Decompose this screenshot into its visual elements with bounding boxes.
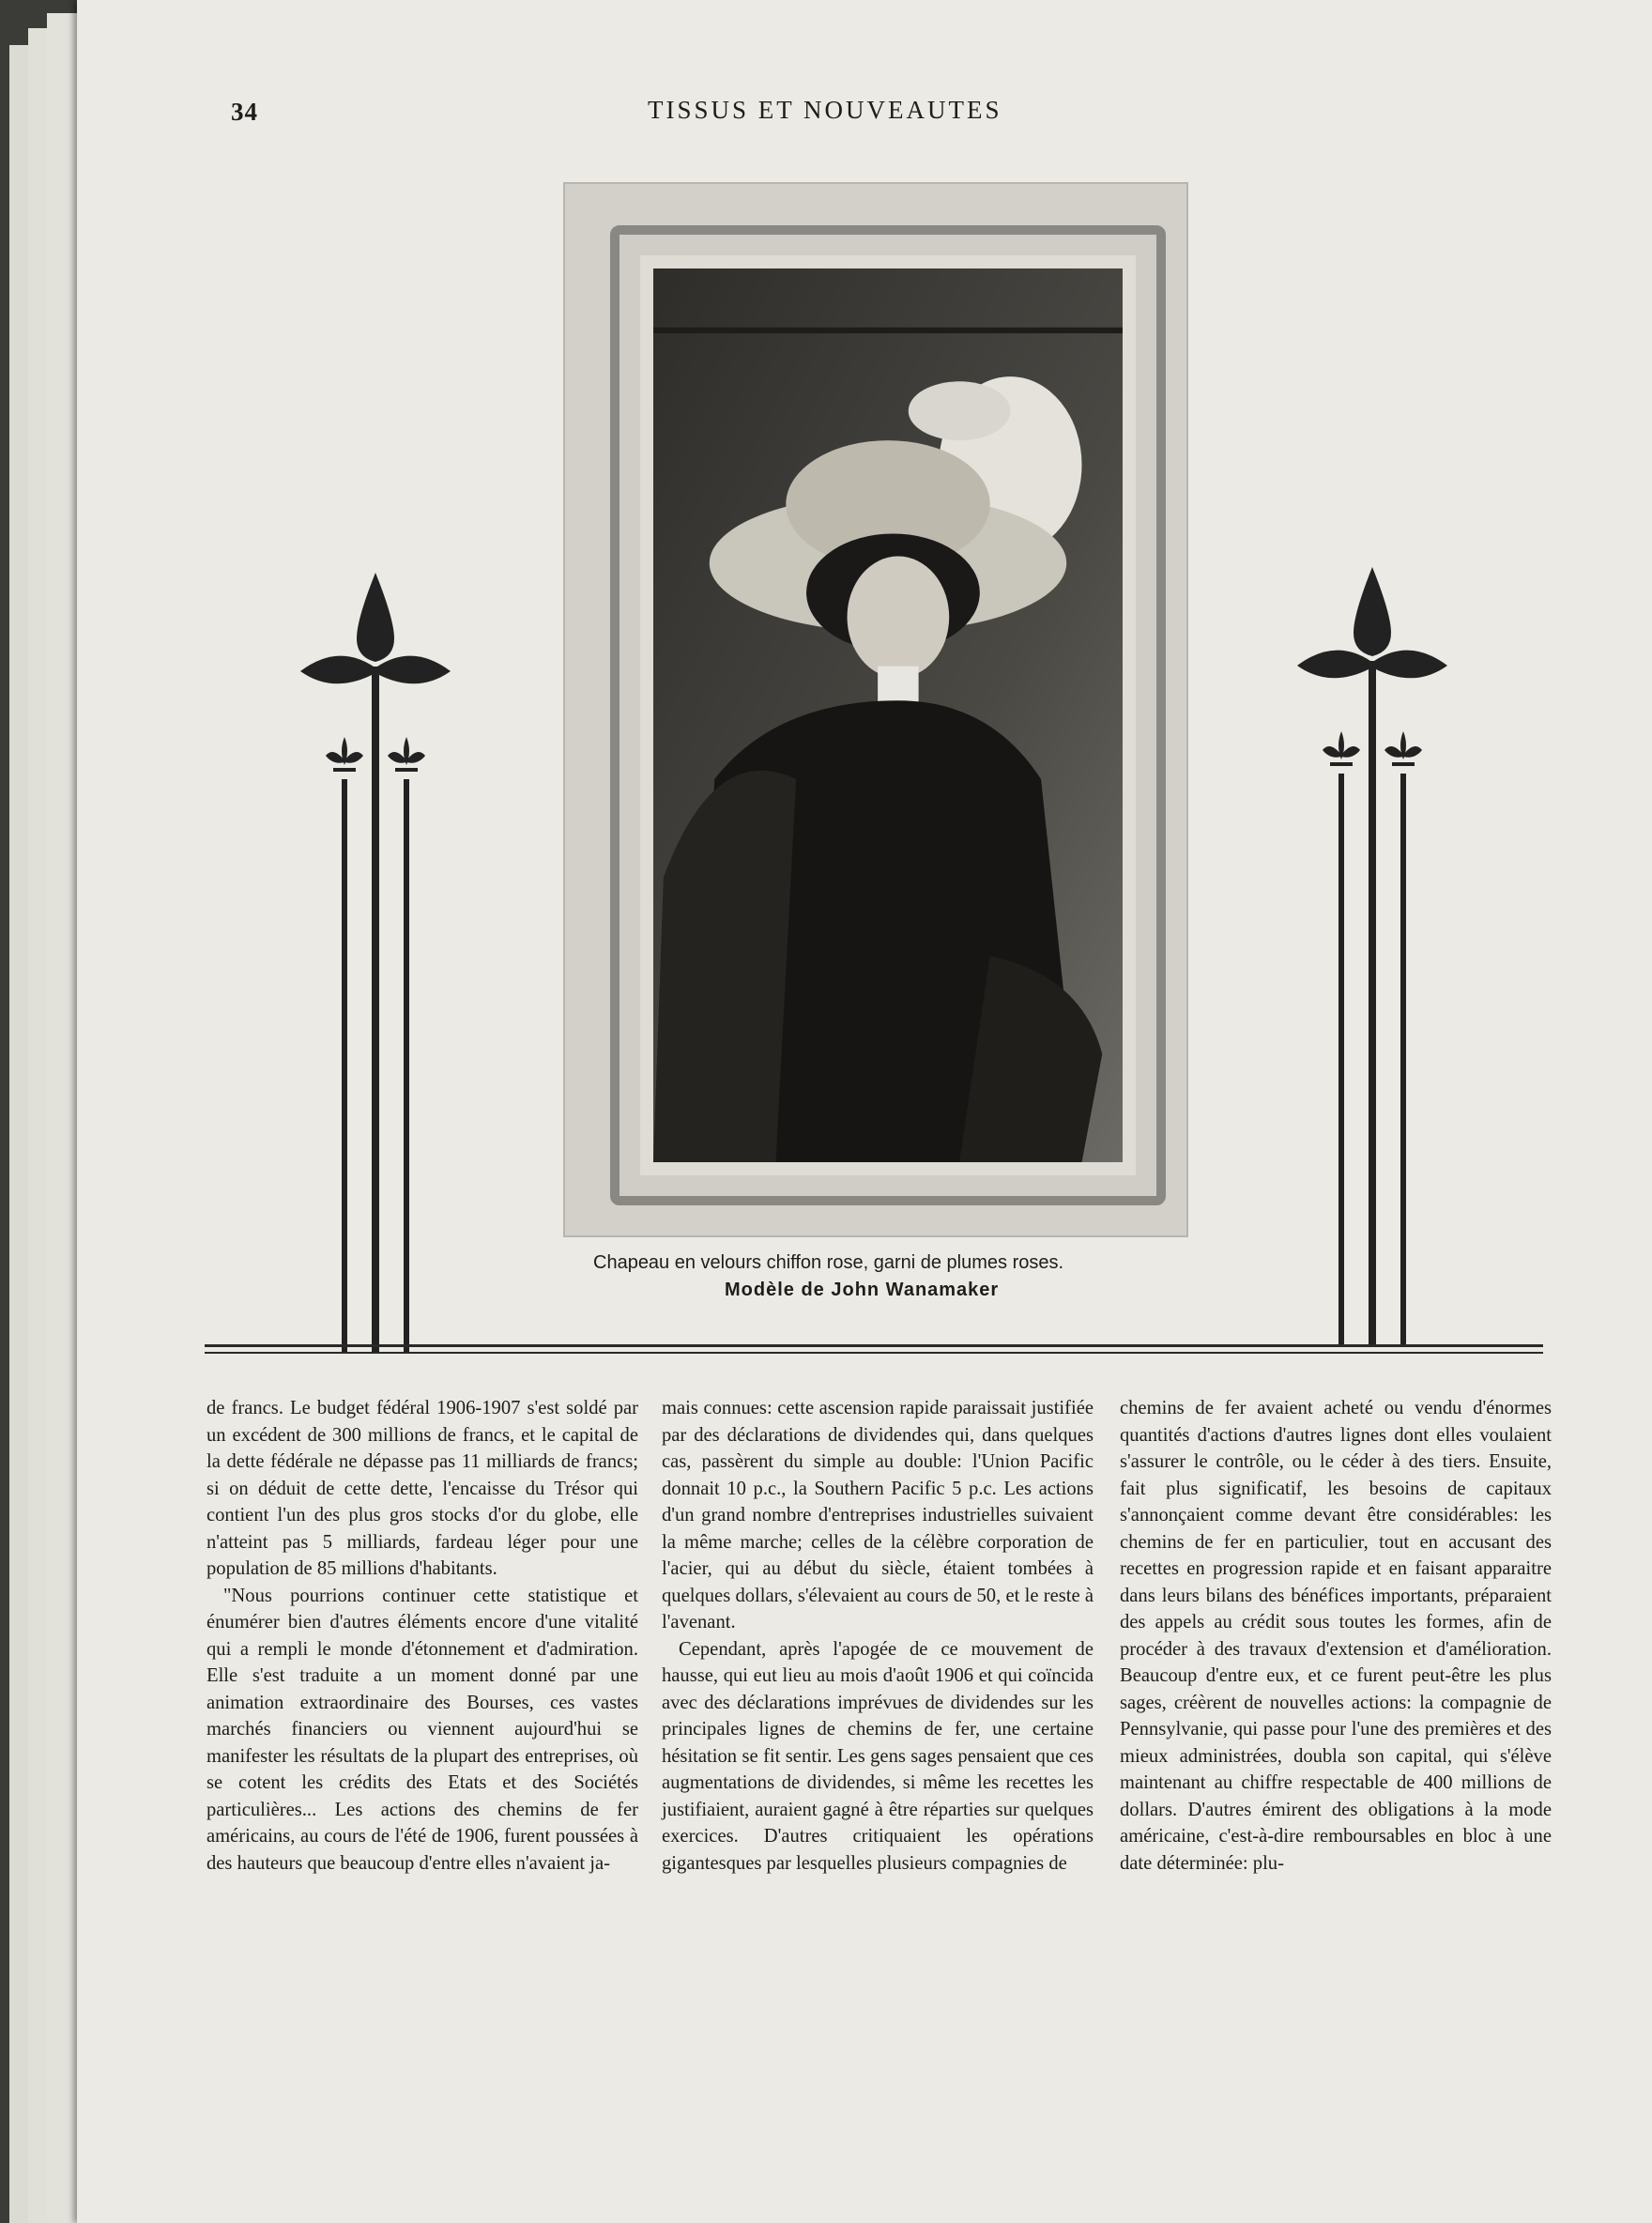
photograph-woman-in-plumed-hat-icon: [653, 268, 1123, 1162]
paragraph: chemins de fer avaient acheté ou vendu d'énormes quantités d'actions d'autres lignes dont elles voulaient s'assurer le contrôle, ou le céder à des tiers. Ensuite, fait plus significatif, les besoins de capitaux s'annonçaient comme devant être considérables: les chemins de fer en particulier, tout en accusant des recettes en progression rapide et en faisant apparaitre dans leurs bilans des bénéfices importants, préparaient des appels au crédit sous toutes les formes, afin de procéder à des travaux d'extension et d'amélioration. Beaucoup d'entre eux, et ce furent peut-être les plus sages, créèrent de nouvelles actions: la compagnie de Pennsylvanie, qui passe pour l'une des premières et des mieux administrées, doubla son capital, qui s'élève maintenant au chiffre respectable de 400 millions de dollars. D'autres émirent des obligations à la mode américaine, c'est-à-dire remboursables en bloc à une date déterminée: plu-: [1120, 1398, 1552, 1874]
fleur-de-lis-ornament-icon: [1288, 563, 1457, 1352]
text-column-2: [662, 1395, 1094, 1877]
photo-frame: [610, 225, 1166, 1205]
fleur-de-lis-ornament-icon: [291, 563, 460, 1352]
paragraph: de francs. Le budget fédéral 1906-1907 s'est soldé par un excédent de 300 millions de francs, et le capital de la dette fédérale ne dépasse pas 11 milliards de francs; si on déduit de cette dette, l'encaisse du Trésor qui contient l'un des plus gros stocks d'or du globe, elle n'atteint pas 5 milliards, fardeau léger pour une population de 85 millions d'habitants.: [206, 1398, 638, 1579]
page-number: 34: [231, 98, 258, 126]
horizontal-rule: [205, 1344, 1543, 1354]
photograph: [640, 255, 1136, 1175]
caption-line: Chapeau en velours chiffon rose, garni de plumes roses.: [593, 1252, 1064, 1273]
paragraph: Cependant, après l'apogée de ce mouvement de hausse, qui eut lieu au mois d'août 1906 et qui coïncida avec des déclarations imprévues de dividendes sur les principales lignes de chemins de fer, une certaine hésitation se fit sentir. Les gens sages pensaient que ces augmentations de dividendes, si même les recettes les justifiaient, auraient gagné à être réparties sur quelques exercices. D'autres critiquaient les opérations gigantesques par lesquelles plusieurs compagnies de: [662, 1638, 1094, 1874]
text-column-3: [1120, 1395, 1552, 1877]
photo-mount: [563, 182, 1188, 1237]
running-title: TISSUS ET NOUVEAUTES: [648, 96, 1002, 124]
figure-caption: [563, 1252, 1211, 1301]
paragraph: mais connues: cette ascension rapide paraissait justifiée par des déclarations de dividendes qui, dans quelques cas, passèrent du simple au double: l'Union Pacific donnait 10 p.c., la Southern Pacific 5 p.c. Les actions d'un grand nombre d'entreprises industrielles suivaient la même marche; celles de la célèbre corporation de l'acier, qui au début du siècle, étaient tombées à quelques dollars, s'élevaient au cours de 50, et le reste à l'avenant.: [662, 1398, 1094, 1633]
paragraph: "Nous pourrions continuer cette statistique et énumérer bien d'autres éléments encore d'une vitalité qui a rempli le monde d'étonnement et d'admiration. Elle s'est traduite a un moment donné par une animation extraordinaire des Bourses, ces vastes marchés financiers ou viennent aujourd'hui se manifester les résultats de la plupart des entreprises, où se cotent les crédits des Etats et des Sociétés particulières... Les actions des chemins de fer américains, au cours de l'été de 1906, furent poussées à des hauteurs que beaucoup d'entre elles n'avaient ja-: [206, 1585, 638, 1874]
text-column-1: [206, 1395, 638, 1877]
caption-credit: Modèle de John Wanamaker: [725, 1280, 1000, 1300]
